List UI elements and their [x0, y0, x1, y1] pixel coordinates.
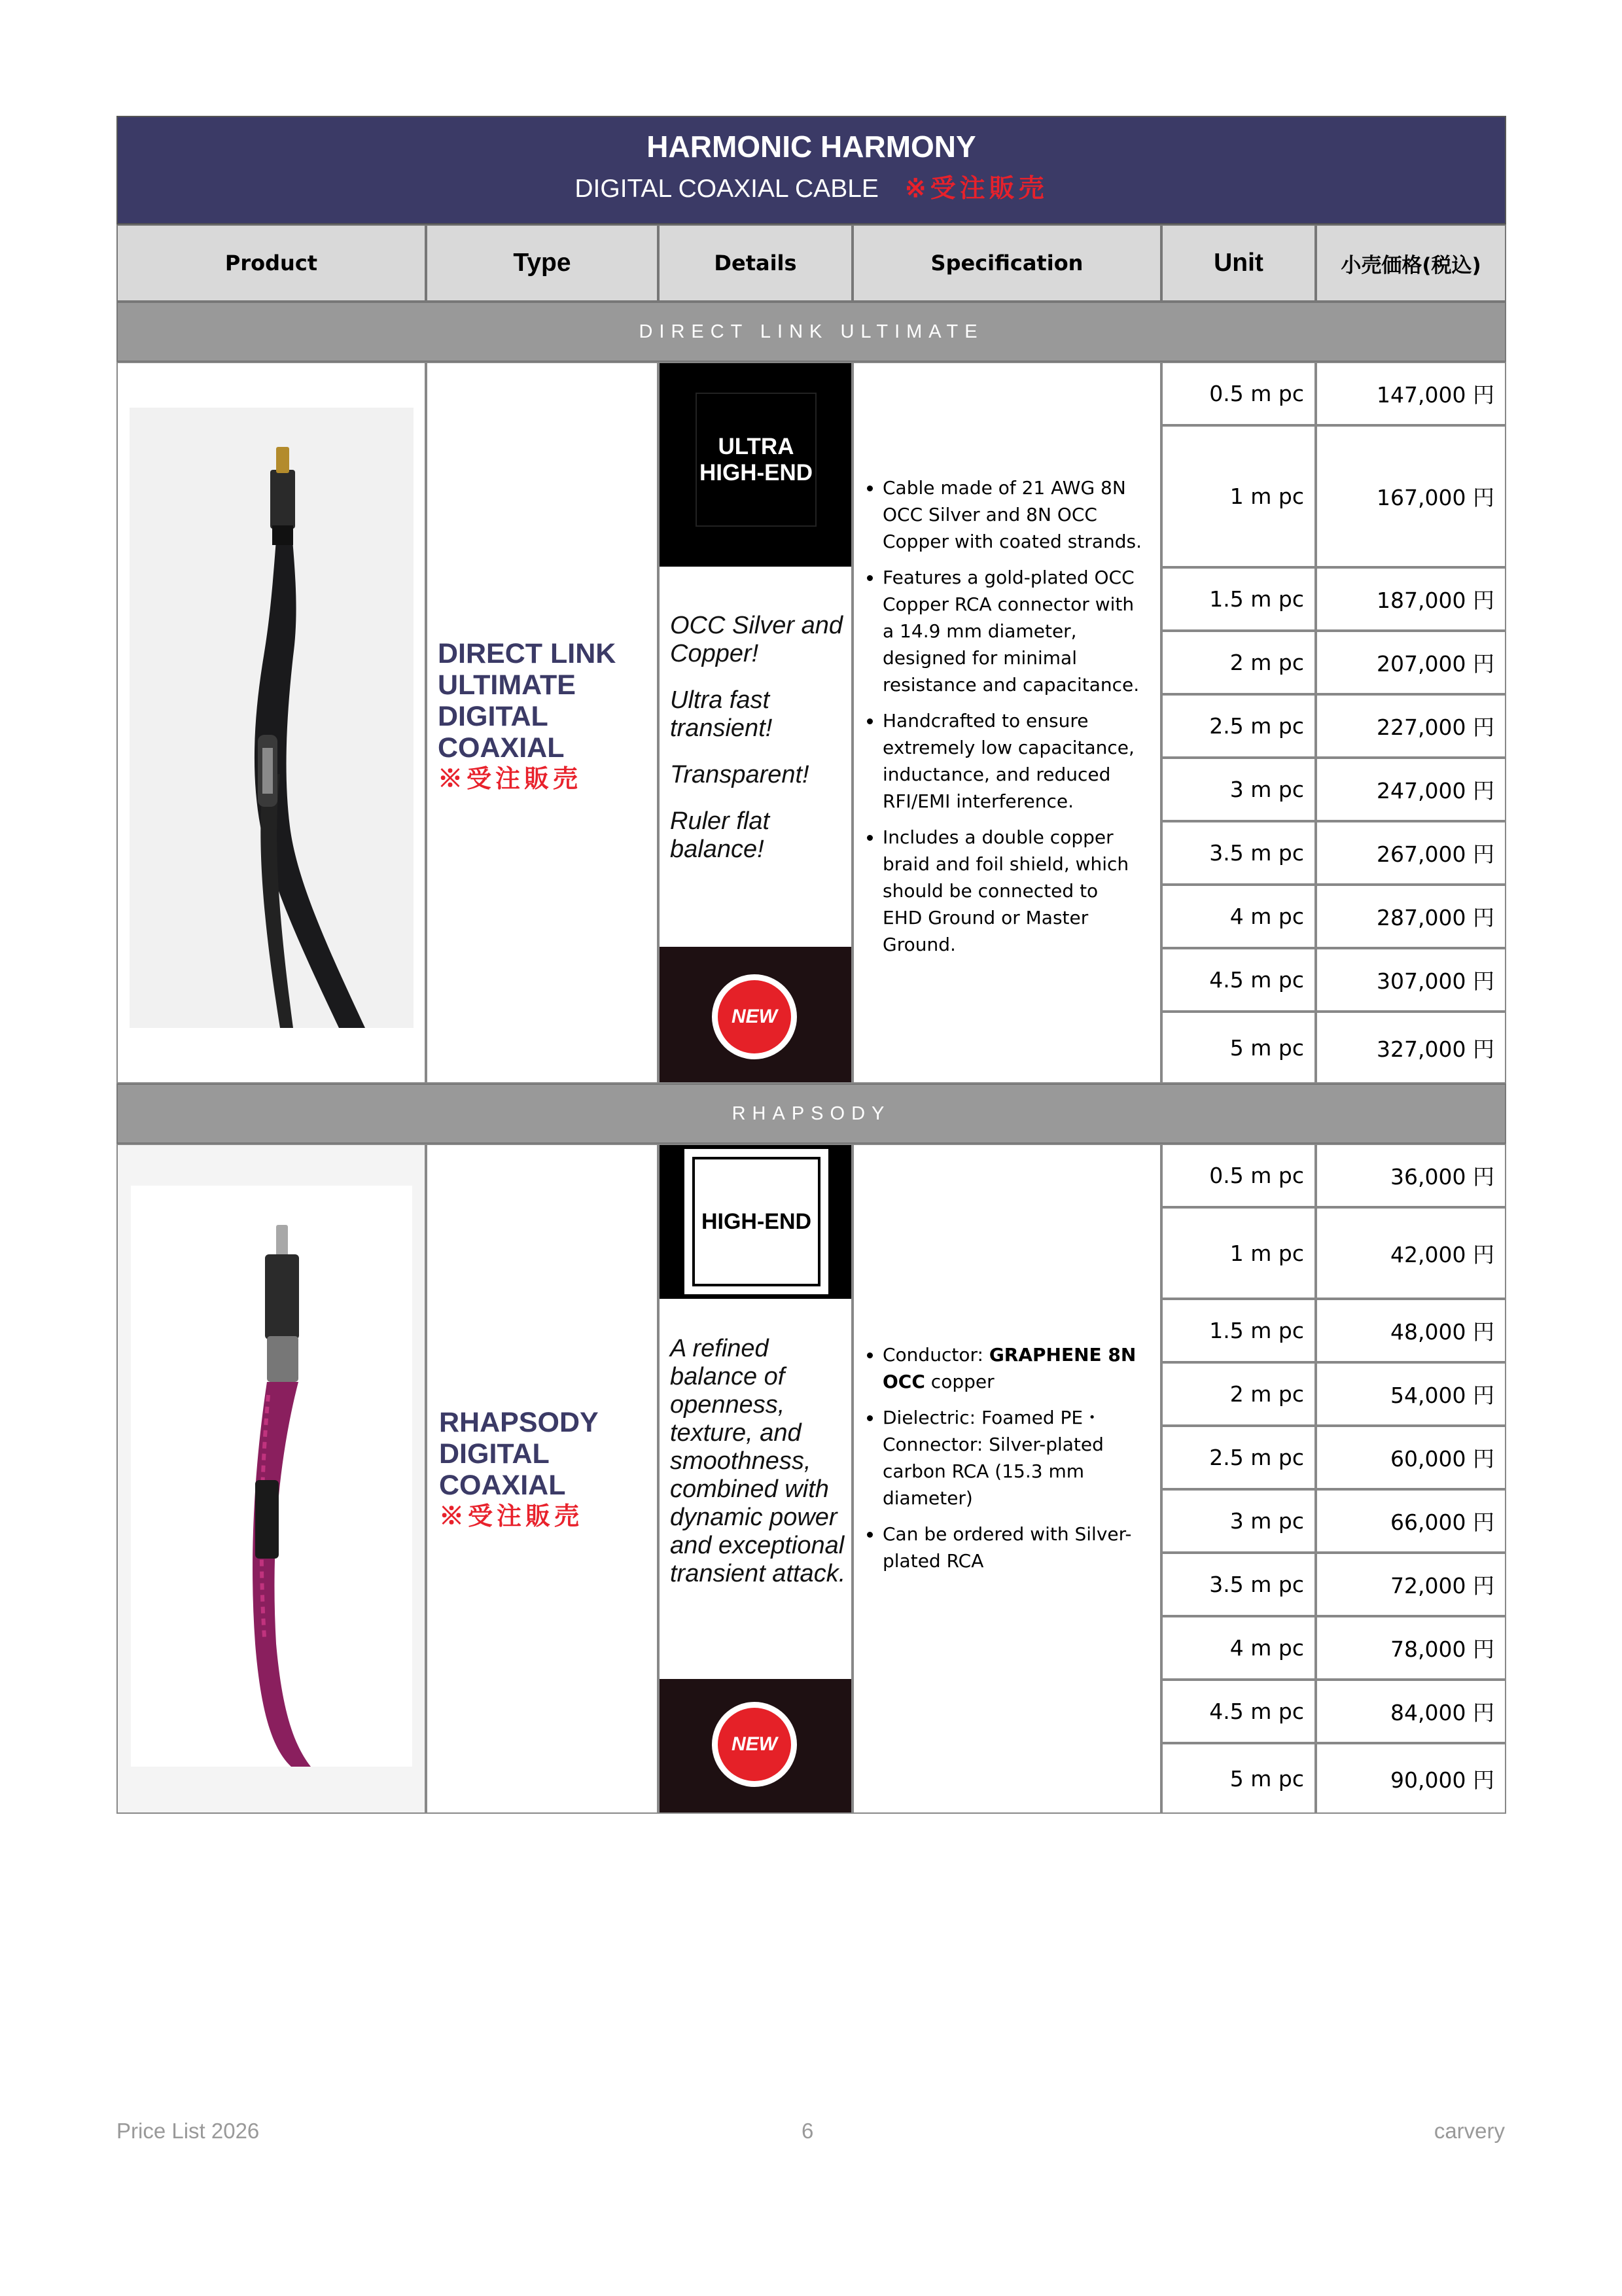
price-cell: 247,000 円 [1316, 758, 1506, 821]
spec-conductor-rest: copper [925, 1371, 995, 1392]
unit-cell: 5 m pc [1161, 1743, 1316, 1814]
price-cell: 267,000 円 [1316, 821, 1506, 885]
price-cell: 147,000 円 [1316, 362, 1506, 425]
type-cell [426, 362, 658, 1084]
high-end-badge [684, 1149, 828, 1294]
column-header-type: Type [426, 224, 658, 302]
specification-cell [853, 362, 1161, 1084]
type-line: DIGITAL [439, 1438, 550, 1470]
spec-conductor-material: GRAPHENE 8N OCC [883, 1344, 1137, 1392]
unit-cell: 3.5 m pc [1161, 821, 1316, 885]
unit-cell: 4.5 m pc [1161, 1680, 1316, 1743]
column-header-unit: Unit [1161, 224, 1316, 302]
footer-right: carvery [1434, 2119, 1505, 2143]
new-badge-panel [660, 947, 851, 1082]
badge-line: HIGH-END [692, 1157, 820, 1286]
unit-cell: 1 m pc [1161, 425, 1316, 567]
unit-cell: 4 m pc [1161, 1616, 1316, 1680]
new-badge-label: NEW [718, 1708, 791, 1781]
spec-item: • Features a gold-plated OCC Copper RCA connector with a 14.9 mm diameter, designed for minimal resistance and capacitance. [883, 564, 1142, 698]
price-cell: 167,000 円 [1316, 425, 1506, 567]
new-badge [712, 1702, 797, 1787]
unit-cell: 1.5 m pc [1161, 1299, 1316, 1362]
footer-page-number: 6 [802, 2119, 814, 2143]
price-cell: 327,000 円 [1316, 1012, 1506, 1084]
spec-item: • Handcrafted to ensure extremely low capacitance, inductance, and reduced RFI/EMI interference. [883, 707, 1142, 815]
spec-item: • Dielectric: Foamed PE・Connector: Silver-plated carbon RCA (15.3 mm diameter) [883, 1404, 1142, 1511]
spec-list [854, 1341, 1142, 1583]
unit-cell: 0.5 m pc [1161, 362, 1316, 425]
price-cell: 84,000 円 [1316, 1680, 1506, 1743]
price-cell: 60,000 円 [1316, 1426, 1506, 1489]
unit-cell: 0.5 m pc [1161, 1144, 1316, 1207]
unit-cell: 4.5 m pc [1161, 948, 1316, 1012]
order-note: ※受注販売 [438, 766, 582, 793]
order-note: ※受注販売 [439, 1503, 584, 1530]
price-cell: 72,000 円 [1316, 1553, 1506, 1616]
spec-conductor-label: Conductor: [883, 1344, 989, 1366]
details-text [670, 1335, 847, 1588]
new-badge-label: NEW [718, 980, 791, 1053]
type-line: ULTIMATE [438, 669, 576, 701]
unit-cell: 2.5 m pc [1161, 1426, 1316, 1489]
unit-cell: 3 m pc [1161, 1489, 1316, 1553]
price-cell: 307,000 円 [1316, 948, 1506, 1012]
type-name-rhapsody [439, 1407, 655, 1532]
unit-cell: 3.5 m pc [1161, 1553, 1316, 1616]
unit-cell: 3 m pc [1161, 758, 1316, 821]
badge-line: ULTRA [718, 433, 794, 459]
cable-photo [130, 408, 414, 1028]
spec-list [854, 474, 1142, 967]
spec-item: • Can be ordered with Silver-plated RCA [883, 1521, 1142, 1574]
badge-line: HIGH-END [699, 459, 813, 486]
new-badge [712, 974, 797, 1059]
details-cell [658, 362, 853, 1084]
type-line: COAXIAL [439, 1470, 566, 1501]
product-image-rhapsody [131, 1186, 412, 1767]
price-cell: 42,000 円 [1316, 1207, 1506, 1299]
spec-item: • Includes a double copper braid and foil shield, which should be connected to EHD Ground or Master Ground. [883, 824, 1142, 958]
price-cell: 227,000 円 [1316, 694, 1506, 758]
unit-cell: 1.5 m pc [1161, 567, 1316, 631]
unit-cell: 2 m pc [1161, 631, 1316, 694]
price-cell: 207,000 円 [1316, 631, 1506, 694]
product-cell [116, 362, 426, 1084]
price-cell: 36,000 円 [1316, 1144, 1506, 1207]
section-band-direct-link-ultimate: DIRECT LINK ULTIMATE [116, 302, 1506, 362]
detail-line: Transparent! [670, 761, 809, 788]
price-cell: 287,000 円 [1316, 885, 1506, 948]
type-line: RHAPSODY [439, 1407, 599, 1438]
column-header-product: Product [116, 224, 426, 302]
unit-cell: 2 m pc [1161, 1362, 1316, 1426]
product-image-direct-link-ultimate [130, 408, 414, 1028]
footer-left: Price List 2026 [116, 2119, 260, 2143]
category-subtitle [118, 168, 1505, 205]
price-cell: 187,000 円 [1316, 567, 1506, 631]
spec-item [883, 1341, 1142, 1395]
price-cell: 54,000 円 [1316, 1362, 1506, 1426]
category-label: DIGITAL COAXIAL CABLE [574, 175, 879, 203]
type-line: COAXIAL [438, 732, 565, 764]
grade-badge-panel [660, 363, 851, 567]
column-header-specification: Specification [853, 224, 1161, 302]
type-cell [426, 1144, 658, 1814]
table-header-banner [116, 116, 1506, 224]
ultra-high-end-badge [696, 393, 817, 527]
spec-item: • Cable made of 21 AWG 8N OCC Silver and 8N OCC Copper with coated strands. [883, 474, 1142, 555]
specification-cell [853, 1144, 1161, 1814]
details-text [670, 612, 847, 864]
detail-line: Ruler flat balance! [670, 807, 770, 863]
price-cell: 48,000 円 [1316, 1299, 1506, 1362]
grade-badge-panel [660, 1145, 851, 1299]
order-note: ※受注販売 [904, 175, 1048, 203]
type-line: DIRECT LINK [438, 638, 616, 669]
brand-title: HARMONIC HARMONY [646, 130, 976, 164]
price-cell: 90,000 円 [1316, 1743, 1506, 1814]
detail-line: A refined balance of openness, texture, and smoothness, combined with dynamic power and exceptional transient attack. [670, 1335, 846, 1587]
price-cell: 66,000 円 [1316, 1489, 1506, 1553]
new-badge-panel [660, 1679, 851, 1812]
column-header-details: Details [658, 224, 853, 302]
details-cell [658, 1144, 853, 1814]
price-cell: 78,000 円 [1316, 1616, 1506, 1680]
unit-cell: 4 m pc [1161, 885, 1316, 948]
detail-line: OCC Silver and Copper! [670, 612, 843, 667]
unit-cell: 2.5 m pc [1161, 694, 1316, 758]
type-line: DIGITAL [438, 701, 548, 732]
unit-cell: 1 m pc [1161, 1207, 1316, 1299]
type-name-direct-link-ultimate [438, 638, 654, 795]
detail-line: Ultra fast transient! [670, 686, 773, 742]
column-header-price: 小売価格(税込) [1316, 224, 1506, 302]
section-band-rhapsody: RHAPSODY [116, 1084, 1506, 1144]
cable-photo [131, 1186, 412, 1767]
product-cell [116, 1144, 426, 1814]
unit-cell: 5 m pc [1161, 1012, 1316, 1084]
